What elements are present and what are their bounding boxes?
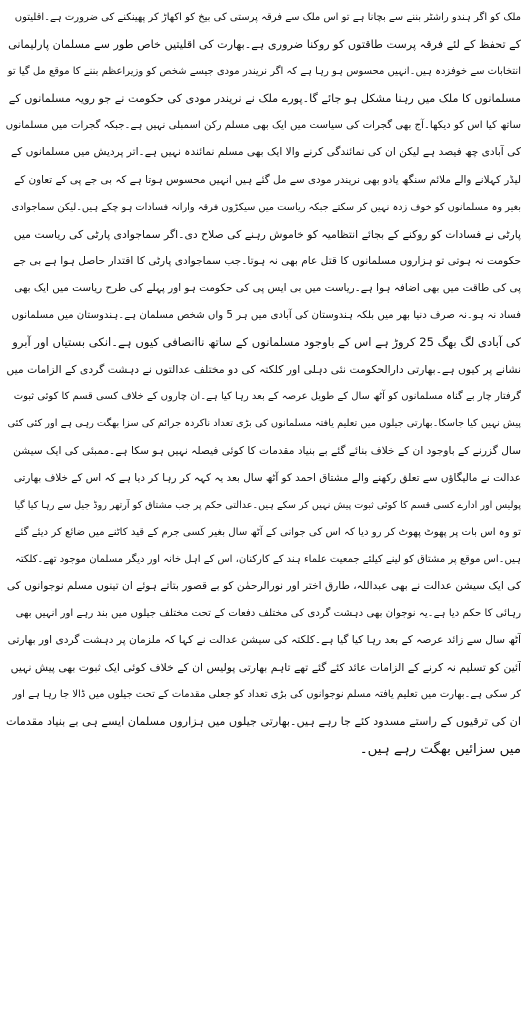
text-line: نشانے پر کیوں ہے۔بھارتی دارالحکومت نئی دہلی اور کلکتہ کی دو مختلف عدالتوں نے دہشت گردی کے الزامات میں: [6, 363, 521, 377]
text-line: انتخابات سے خوفزدہ ہیں۔انہیں محسوس ہو رہا ہے کہ اگر نریندر مودی جیسے شخص کو وزیراعظم بننے کا موقع مل گیا تو: [7, 66, 521, 78]
text-line: کی آبادی لگ بھگ 25 کروڑ ہے اس کے باوجود مسلمانوں کے ساتھ ناانصافی کیوں ہے۔انکی بستیاں اور آبرو: [12, 335, 521, 350]
text-line: پیش نہیں کیا جاسکا۔بھارتی جیلوں میں تعلیم یافتہ مسلمانوں کی بڑی تعداد ناکردہ جرائم کی سزا بھگت رہی ہے اور کئی کئی: [7, 418, 521, 430]
text-line: مسلمانوں کا ملک میں رہنا مشکل ہو جائے گا۔پورے ملک نے نریندر مودی کی حکومت نے جو رویہ مسلمانوں کے: [8, 92, 521, 106]
text-line: پولیس اور ادارے کسی قسم کا کوئی ثبوت پیش نہیں کر سکے ہیں۔عدالتی حکم پر جب مشتاق کو آرتھر روڈ جیل سے رہا کیا گیا: [14, 499, 521, 511]
text-line: کر سکی ہے۔بھارت میں تعلیم یافتہ مسلم نوجوانوں کی بڑی تعداد کو جعلی مقدمات کے تحت جیلوں میں ڈالا جا رہا ہے اور: [12, 689, 521, 701]
text-line: کی آبادی چھ فیصد ہے لیکن ان کی نمائندگی کرنے والا ایک بھی مسلم نمائندہ نہیں ہے۔اتر پردیش میں مسلمانوں کے: [10, 146, 521, 159]
text-line: میں سزائیں بھگت رہے ہیں۔: [359, 741, 521, 757]
text-line: آٹھ سال سے زائد عرصہ کے بعد رہا کیا گیا ہے۔کلکتہ کی سیشن عدالت نے کہا کہ ملزمان پر دہشت گردی اور بھارتی: [7, 634, 521, 647]
text-line: ساتھ کیا اس کو دیکھا۔آج بھی گجرات کی سیاست میں ایک بھی مسلم رکن اسمبلی نہیں ہے۔جبکہ گجرات میں مسلمانوں: [6, 120, 521, 132]
text-line: سال گزرنے کے باوجود ان کے خلاف بنائے گئے بے بنیاد مقدمات کا کوئی فیصلہ نہیں ہو سکا ہے۔ممبئی کی ایک سیشن: [13, 444, 521, 457]
text-line: لیڈر کہلانے والے ملائم سنگھ یادو بھی نریندر مودی سے مل گئے ہیں انہیں محسوس ہوتا ہے کہ بی جے پی کے تعاون کے: [14, 173, 521, 186]
text-line: ہیں۔اس موقع پر مشتاق کو لینے کیلئے جمعیت علماء ہند کے کارکنان، اس کے اہل خانہ اور دیگر مسلمان موجود تھے۔کلکتہ: [14, 553, 521, 565]
text-line: بغیر وہ مسلمانوں کو خوف زدہ نہیں کر سکتے جبکہ ریاست میں سیکڑوں فرقہ وارانہ فسادات ہو چکے ہیں۔لیکن سماجوادی: [11, 201, 521, 213]
text-line: کی ایک سیشن عدالت نے بھی عبداللہ، طارق اختر اور نورالرحمٰن کو بے قصور بتاتے ہوئے ان تینوں مسلم نوجوانوں کی: [6, 579, 521, 592]
text-line: رہائی کا حکم دیا ہے۔یہ نوجوان بھی دہشت گردی کی مختلف دفعات کے تحت مختلف جیلوں میں بند رہے اور انہیں بھی: [15, 608, 521, 620]
article-text: [6, 4, 521, 763]
text-line: ان کی ترقیوں کے راستے مسدود کئے جا رہے ہیں۔بھارتی جیلوں میں ہزاروں مسلمان ایسے ہی بے بنیاد مقدمات: [6, 715, 521, 729]
text-line: فساد نہ ہو۔نہ صرف دنیا بھر میں بلکہ ہندوستان کی آبادی میں ہر 5 واں شخص مسلمان ہے۔ہندوستان میں مسلمانوں: [11, 310, 521, 322]
text-line: آئین کو تسلیم نہ کرنے کے الزامات عائد کئے گئے تھے تاہم بھارتی پولیس ان کے خلاف کوئی ایک ثبوت بھی پیش نہیں: [10, 661, 521, 675]
text-line: کے تحفظ کے لئے فرقہ پرست طاقتوں کو روکنا ضروری ہے۔بھارت کی اقلیتیں خاص طور سے مسلمان پارلیمانی: [8, 38, 521, 52]
text-line: پارٹی نے فسادات کو روکنے کے بجائے انتظامیہ کو خاموش رہنے کی صلاح دی۔اگر سماجوادی پارٹی کی ریاست میں: [13, 227, 521, 241]
text-line: ملک کو اگر ہندو راشٹر بننے سے بچانا ہے تو اس ملک سے فرقہ پرستی کی بیخ کو اکھاڑ کر پھینکنے کی ضرورت ہے۔اقلیتوں: [14, 12, 521, 23]
text-line: تو وہ اس بات پر پھوٹ پھوٹ کر رو دیا کہ اس کی جوانی کے آٹھ سال بغیر کسی جرم کے قید کاٹنے میں ضائع کر دیئے گئے: [14, 526, 521, 538]
text-line: پی کی طاقت میں بھی اضافہ ہوا ہے۔ریاست میں بی ایس پی کی حکومت ہو اور پہلے کی طرح ریاست میں ایک بھی: [14, 281, 521, 294]
text-line: عدالت نے مالیگاؤں سے تعلق رکھنے والے مشتاق احمد کو آٹھ سال بعد یہ کہہ کر رہا کر دیا ہے کہ اس کے خلاف بھارتی: [13, 471, 521, 484]
text-line: حکومت نہ ہوتی تو ہزاروں مسلمانوں کا قتل عام بھی نہ ہوتا۔جب سماجوادی پارٹی کا اقتدار حاصل ہوا ہے بی جے: [13, 254, 521, 267]
text-line: گرفتار چار بے گناہ مسلمانوں کو آٹھ سال کے طویل عرصہ کے بعد رہا کیا ہے۔ان چاروں کے خلاف کسی قسم کا کوئی ثبوت: [13, 391, 521, 403]
